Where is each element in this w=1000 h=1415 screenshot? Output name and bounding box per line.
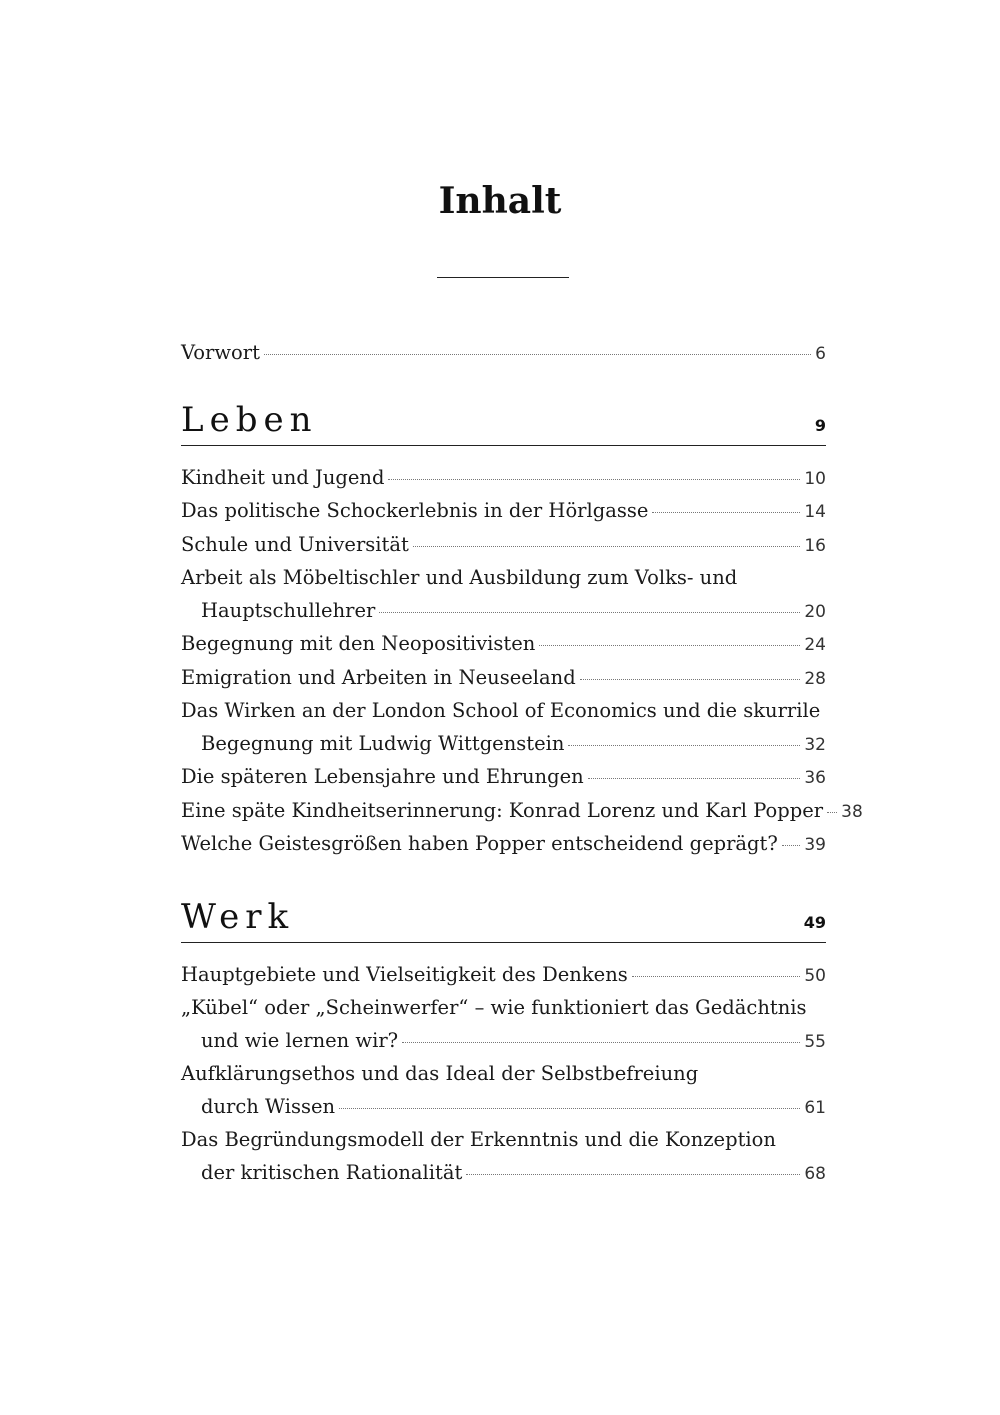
toc-entry[interactable] — [181, 1058, 826, 1124]
toc-entry[interactable] — [181, 761, 826, 795]
toc-entry-text: Kindheit und Jugend — [181, 465, 385, 489]
toc-page-number: 55 — [804, 1031, 826, 1052]
section-page-number: 49 — [803, 912, 826, 932]
dot-leader — [339, 1108, 800, 1109]
toc-entry-text: Eine späte Kindheitserinnerung: Konrad Lorenz und Karl Popper — [181, 798, 824, 822]
page-title: Inhalt — [438, 180, 562, 222]
toc-page-number: 6 — [815, 344, 826, 364]
toc-entry[interactable] — [181, 1124, 826, 1190]
toc-page-number: 68 — [804, 1163, 826, 1184]
toc-page-number: 24 — [804, 635, 826, 655]
toc-entry-text: Vorwort — [181, 341, 260, 364]
toc-entry-text-continued: Begegnung mit Ludwig Wittgenstein — [201, 731, 565, 755]
section-title: Leben — [181, 399, 318, 440]
dot-leader — [413, 546, 801, 547]
toc-entry-text-continued: der kritischen Rationalität — [201, 1160, 463, 1184]
toc-page-number: 20 — [804, 601, 826, 622]
toc-entry[interactable] — [181, 462, 826, 496]
toc-entry-text: Das Wirken an der London School of Economics und die skurrile — [181, 699, 821, 722]
toc-page-number: 32 — [804, 734, 826, 755]
dot-leader — [588, 778, 801, 779]
toc-entry[interactable] — [181, 695, 826, 761]
dot-leader — [632, 976, 801, 977]
toc-entry-text: Arbeit als Möbeltischler und Ausbildung zum Volks- und — [181, 566, 738, 589]
toc-entry-vorwort[interactable] — [181, 337, 826, 371]
dot-leader — [568, 745, 800, 746]
dot-leader — [782, 845, 801, 846]
section-page-number: 9 — [814, 415, 826, 435]
dot-leader — [580, 679, 801, 680]
toc-entry-text: Aufklärungsethos und das Ideal der Selbstbefreiung — [181, 1062, 699, 1085]
toc-entry-text: Das Begründungsmodell der Erkenntnis und die Konzeption — [181, 1128, 776, 1151]
toc-entry[interactable] — [181, 562, 826, 628]
toc-entry-text-continued: Hauptschullehrer — [201, 598, 376, 622]
toc-entry[interactable] — [181, 495, 826, 529]
toc-page-number: 38 — [841, 801, 863, 822]
toc-entry-text: Das politische Schockerlebnis in der Hörlgasse — [181, 499, 649, 522]
toc-entry-text-continued: durch Wissen — [201, 1094, 336, 1118]
toc-entry-text: Emigration und Arbeiten in Neuseeland — [181, 665, 576, 689]
table-of-contents — [181, 337, 863, 1190]
toc-page-number: 50 — [804, 965, 826, 986]
toc-entry[interactable] — [181, 959, 826, 993]
toc-entry[interactable] — [181, 992, 826, 1058]
toc-entry[interactable] — [181, 628, 826, 662]
dot-leader — [379, 612, 800, 613]
toc-page-number: 16 — [804, 535, 826, 556]
toc-entry-text: „Kübel“ oder „Scheinwerfer“ – wie funktioniert das Gedächtnis — [181, 996, 807, 1019]
dot-leader — [827, 812, 837, 813]
title-divider — [437, 277, 569, 278]
dot-leader — [264, 354, 811, 355]
section-heading-1[interactable] — [181, 894, 826, 943]
toc-entry-text: Begegnung mit den Neopositivisten — [181, 632, 536, 655]
toc-entry-text: Hauptgebiete und Vielseitigkeit des Denkens — [181, 962, 628, 986]
toc-page-number: 61 — [804, 1097, 826, 1118]
section-title: Werk — [181, 896, 295, 937]
section-heading-0[interactable] — [181, 397, 826, 446]
toc-entry-text: Welche Geistesgrößen haben Popper entscheidend geprägt? — [181, 832, 778, 855]
toc-entry[interactable] — [181, 828, 826, 862]
toc-entry[interactable] — [181, 662, 826, 696]
dot-leader — [539, 645, 800, 646]
toc-entry-text-continued: und wie lernen wir? — [201, 1028, 399, 1052]
toc-page-number: 10 — [804, 468, 826, 489]
toc-page-number: 36 — [804, 768, 826, 788]
dot-leader — [652, 512, 800, 513]
dot-leader — [466, 1174, 800, 1175]
toc-page-number: 14 — [804, 502, 826, 522]
toc-entry[interactable] — [181, 529, 826, 563]
toc-entry[interactable] — [181, 795, 863, 829]
toc-page-number: 28 — [804, 668, 826, 689]
dot-leader — [388, 479, 800, 480]
toc-page-number: 39 — [804, 835, 826, 855]
dot-leader — [402, 1042, 800, 1043]
toc-entry-text: Die späteren Lebensjahre und Ehrungen — [181, 765, 584, 788]
toc-entry-text: Schule und Universität — [181, 532, 409, 556]
